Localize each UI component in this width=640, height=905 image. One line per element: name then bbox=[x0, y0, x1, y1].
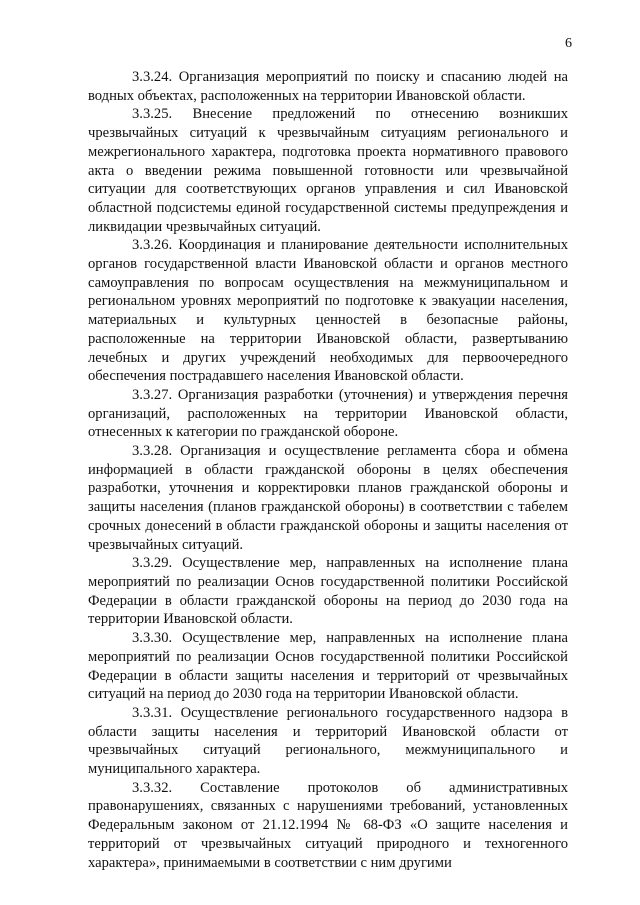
paragraph-3-3-32: 3.3.32. Составление протоколов об административных правонарушениях, связанных с нарушениями требований, установленных Федеральным законом от 21.12.1994 № 68-ФЗ «О защите населения и территорий от чрезвычайных ситуаций природного и техногенного характера», принимаемыми в соответствии с ним другими bbox=[88, 779, 568, 871]
paragraph-3-3-29: 3.3.29. Осуществление мер, направленных на исполнение плана мероприятий по реализации Основ государственной политики Российской Федерации в области гражданской обороны на период до 2030 года на территории Ивановской области. bbox=[88, 555, 568, 628]
document-body bbox=[88, 68, 568, 872]
paragraph-3-3-27: 3.3.27. Организация разработки (уточнения) и утверждения перечня организаций, расположенных на территории Ивановской области, отнесенных к категории по гражданской обороне. bbox=[88, 386, 568, 441]
paragraph-3-3-30: 3.3.30. Осуществление мер, направленных на исполнение плана мероприятий по реализации Основ государственной политики Российской Федерации в области защиты населения и территорий от чрезвычайных ситуаций на период до 2030 года на территории Ивановской области. bbox=[88, 630, 568, 703]
paragraph-3-3-26: 3.3.26. Координация и планирование деятельности исполнительных органов государственной власти Ивановской области и органов местного самоуправления по вопросам осуществления на межмуниципальном и региональном уровнях мероприятий по подготовке к эвакуации населения, материальных и культурных ценностей в безопасные районы, расположенные на территории Ивановской области, развертыванию лечебных и других учреждений необходимых для первоочередного обеспечения пострадавшего населения Ивановской области. bbox=[88, 237, 568, 385]
page-number: 6 bbox=[565, 36, 572, 51]
paragraph-3-3-24: 3.3.24. Организация мероприятий по поиску и спасанию людей на водных объектах, расположенных на территории Ивановской области. bbox=[88, 69, 568, 104]
paragraph-3-3-28: 3.3.28. Организация и осуществление регламента сбора и обмена информацией в области гражданской обороны в целях обеспечения разработки, уточнения и корректировки планов гражданской обороны и защиты населения (планов гражданской обороны) в соответствии с табелем срочных донесений в области гражданской обороны и защиты населения от чрезвычайных ситуаций. bbox=[88, 443, 568, 553]
paragraph-3-3-25: 3.3.25. Внесение предложений по отнесению возникших чрезвычайных ситуаций к чрезвычайным ситуациям регионального и межрегионального характера, подготовка проекта нормативного правового акта о введении режима повышенной готовности или чрезвычайной ситуации для соответствующих органов управления и сил Ивановской областной подсистемы единой государственной системы предупреждения и ликвидации чрезвычайных ситуаций. bbox=[88, 106, 568, 235]
paragraph-3-3-31: 3.3.31. Осуществление регионального государственного надзора в области защиты населения и территорий Ивановской области от чрезвычайных ситуаций регионального, межмуниципального и муниципального характера. bbox=[88, 704, 568, 778]
